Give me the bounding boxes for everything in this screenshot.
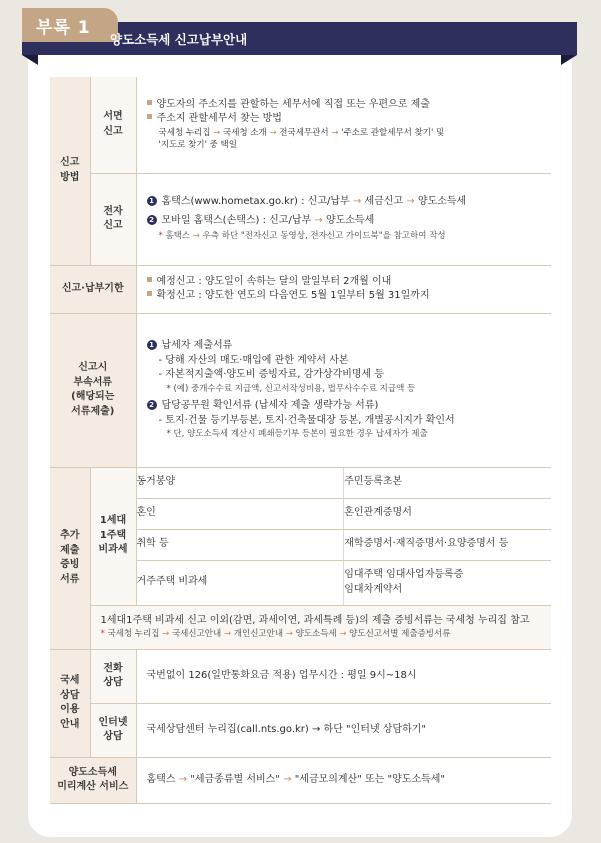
arrow-icon: → xyxy=(283,773,292,785)
table-cell: 동거봉양 xyxy=(137,468,344,499)
deadline-content xyxy=(136,265,551,313)
table-row xyxy=(137,468,552,499)
precalc-content: 홈택스 → "세금종류별 서비스" → "세금모의계산" 또는 "양도소득세" xyxy=(136,757,551,803)
deadline-header: 신고·납부기한 xyxy=(50,265,136,313)
note-text: * 홈택스 → 우측 하단 "전자신고 동영상, 전자신고 가이드북"을 참고하여 작성 xyxy=(158,231,446,242)
number-badge-icon: 1 xyxy=(147,340,157,350)
filing-method-header: 신고 방법 xyxy=(50,77,90,265)
written-filing-header: 서면 신고 xyxy=(90,77,136,173)
appendix-tab-label: 부록 1 xyxy=(36,17,91,38)
arrow-icon: → xyxy=(162,629,170,640)
bullet-icon xyxy=(147,277,152,282)
table-cell: 재학증명서·재직증명서·요양증명서 등 xyxy=(344,529,551,560)
list-item: 양도자의 주소지를 관할하는 세무서에 직접 또는 우편으로 제출 xyxy=(147,98,542,113)
arrow-icon: → xyxy=(314,214,323,226)
internet-consult-header: 인터넷 상담 xyxy=(90,703,136,757)
row-additional-proof-footer xyxy=(50,605,551,649)
consultation-header: 국세 상담 이용 안내 xyxy=(50,649,90,757)
guide-table xyxy=(50,77,551,804)
one-house-exemption-header: 1세대 1주택 비과세 xyxy=(90,467,136,605)
number-badge-icon: 2 xyxy=(147,400,157,410)
arrow-icon: → xyxy=(269,127,277,138)
table-cell: 혼인관계증명서 xyxy=(344,498,551,529)
phone-consult-content: 국번없이 126(일반통화요금 적용) 업무시간 : 평일 9시~18시 xyxy=(136,649,551,703)
proof-subtable xyxy=(137,468,552,605)
row-phone-consult xyxy=(50,649,551,703)
additional-proof-footer xyxy=(90,605,551,649)
written-filing-content xyxy=(136,77,551,173)
bullet-icon xyxy=(147,114,152,119)
additional-proof-header: 추가 제출 증빙 서류 xyxy=(50,467,90,649)
list-item: 예정신고 : 양도일이 속하는 달의 말일부터 2개월 이내 xyxy=(147,275,542,290)
note-text: * (예) 중개수수료 지급액, 신고서작성비용, 법무사수수료 지급액 등 xyxy=(166,383,416,394)
arrow-icon: → xyxy=(223,629,232,640)
electronic-filing-header: 전자 신고 xyxy=(90,173,136,265)
list-item: 1 납세자 제출서류 xyxy=(147,339,542,354)
list-item: 확정신고 : 양도한 연도의 다음연도 5월 1일부터 5월 31일까지 xyxy=(147,289,542,304)
arrow-icon: → xyxy=(285,629,293,640)
arrow-icon: → xyxy=(339,629,347,640)
row-electronic-filing xyxy=(50,173,551,265)
electronic-filing-content xyxy=(136,173,551,265)
attachments-header: 신고시 부속서류 (해당되는 서류제출) xyxy=(50,313,136,467)
note-text: * 단, 양도소득세 계산시 폐쇄등기부 등본이 필요한 경우 납세자가 제출 xyxy=(166,429,428,440)
arrow-icon: → xyxy=(178,773,188,785)
path-text: 국세청 누리집 → 국세청 소개 → 전국세무관서 → '주소로 관할세무서 찾기' 및 xyxy=(158,127,445,138)
row-written-filing xyxy=(50,77,551,173)
arrow-icon: → xyxy=(352,196,362,208)
banner-fold-right xyxy=(561,55,577,65)
table-cell: 주민등록초본 xyxy=(344,468,551,499)
arrow-icon: → xyxy=(192,231,200,242)
footer-path: * 국세청 누리집 → 국세신고안내 → 개인신고안내 → 양도소득세 → 양도신고서별 제출증빙서류 xyxy=(100,629,451,640)
table-row xyxy=(137,560,552,605)
path-text-cont: '지도로 찾기' 중 택일 xyxy=(158,140,237,151)
bullet-icon xyxy=(147,100,152,105)
sub-item: - 토지·건물 등기부등본, 토지·건축물대장 등본, 개별공시지가 확인서 xyxy=(158,414,455,426)
arrow-icon: → xyxy=(406,196,415,208)
row-deadline xyxy=(50,265,551,313)
number-badge-icon: 1 xyxy=(147,196,157,206)
table-cell: 혼인 xyxy=(137,498,344,529)
sub-item: - 자본적지출액·양도비 증빙자료, 감가상각비명세 등 xyxy=(158,369,385,381)
appendix-tab xyxy=(22,8,118,42)
proof-subtable-cell xyxy=(136,467,551,605)
arrow-icon: → xyxy=(331,127,339,138)
list-item: 주소지 관할세무서 찾는 방법 xyxy=(147,112,542,127)
table-row xyxy=(137,498,552,529)
attachments-content xyxy=(136,313,551,467)
table-cell: 거주주택 비과세 xyxy=(136,576,208,588)
arrow-icon: → xyxy=(213,127,221,138)
phone-consult-header: 전화 상담 xyxy=(90,649,136,703)
list-item: 2 담당공무원 확인서류 (납세자 제출 생략가능 서류) xyxy=(147,399,542,414)
row-internet-consult xyxy=(50,703,551,757)
list-item: 2 모바일 홈택스(손택스) : 신고/납부 → 양도소득세 xyxy=(147,214,542,229)
sub-item: - 당해 자산의 매도·매입에 관한 계약서 사본 xyxy=(158,354,349,366)
precalc-header: 양도소득세 미리계산 서비스 xyxy=(50,757,136,803)
page-title: 양도소득세 신고납부안내 xyxy=(110,32,248,47)
banner-fold-left xyxy=(22,55,38,65)
footer-text: 1세대1주택 비과세 신고 이외(감면, 과세이연, 과세특례 등)의 제출 증빙서류는 국세청 누리집 참고 xyxy=(100,614,530,626)
bullet-icon xyxy=(147,291,152,296)
table-cell: 임대주택 임대사업자등록증 임대차계약서 xyxy=(344,560,551,605)
row-precalc xyxy=(50,757,551,803)
row-additional-proof xyxy=(50,467,551,605)
table-row xyxy=(137,529,552,560)
table-cell: 취학 등 xyxy=(137,529,344,560)
list-item: 1 홈택스(www.hometax.go.kr) : 신고/납부 → 세금신고 → 양도소득세 xyxy=(147,195,542,210)
internet-consult-content: 국세상담센터 누리집(call.nts.go.kr) → 하단 "인터넷 상담하기" xyxy=(136,703,551,757)
row-attachments xyxy=(50,313,551,467)
number-badge-icon: 2 xyxy=(147,215,157,225)
